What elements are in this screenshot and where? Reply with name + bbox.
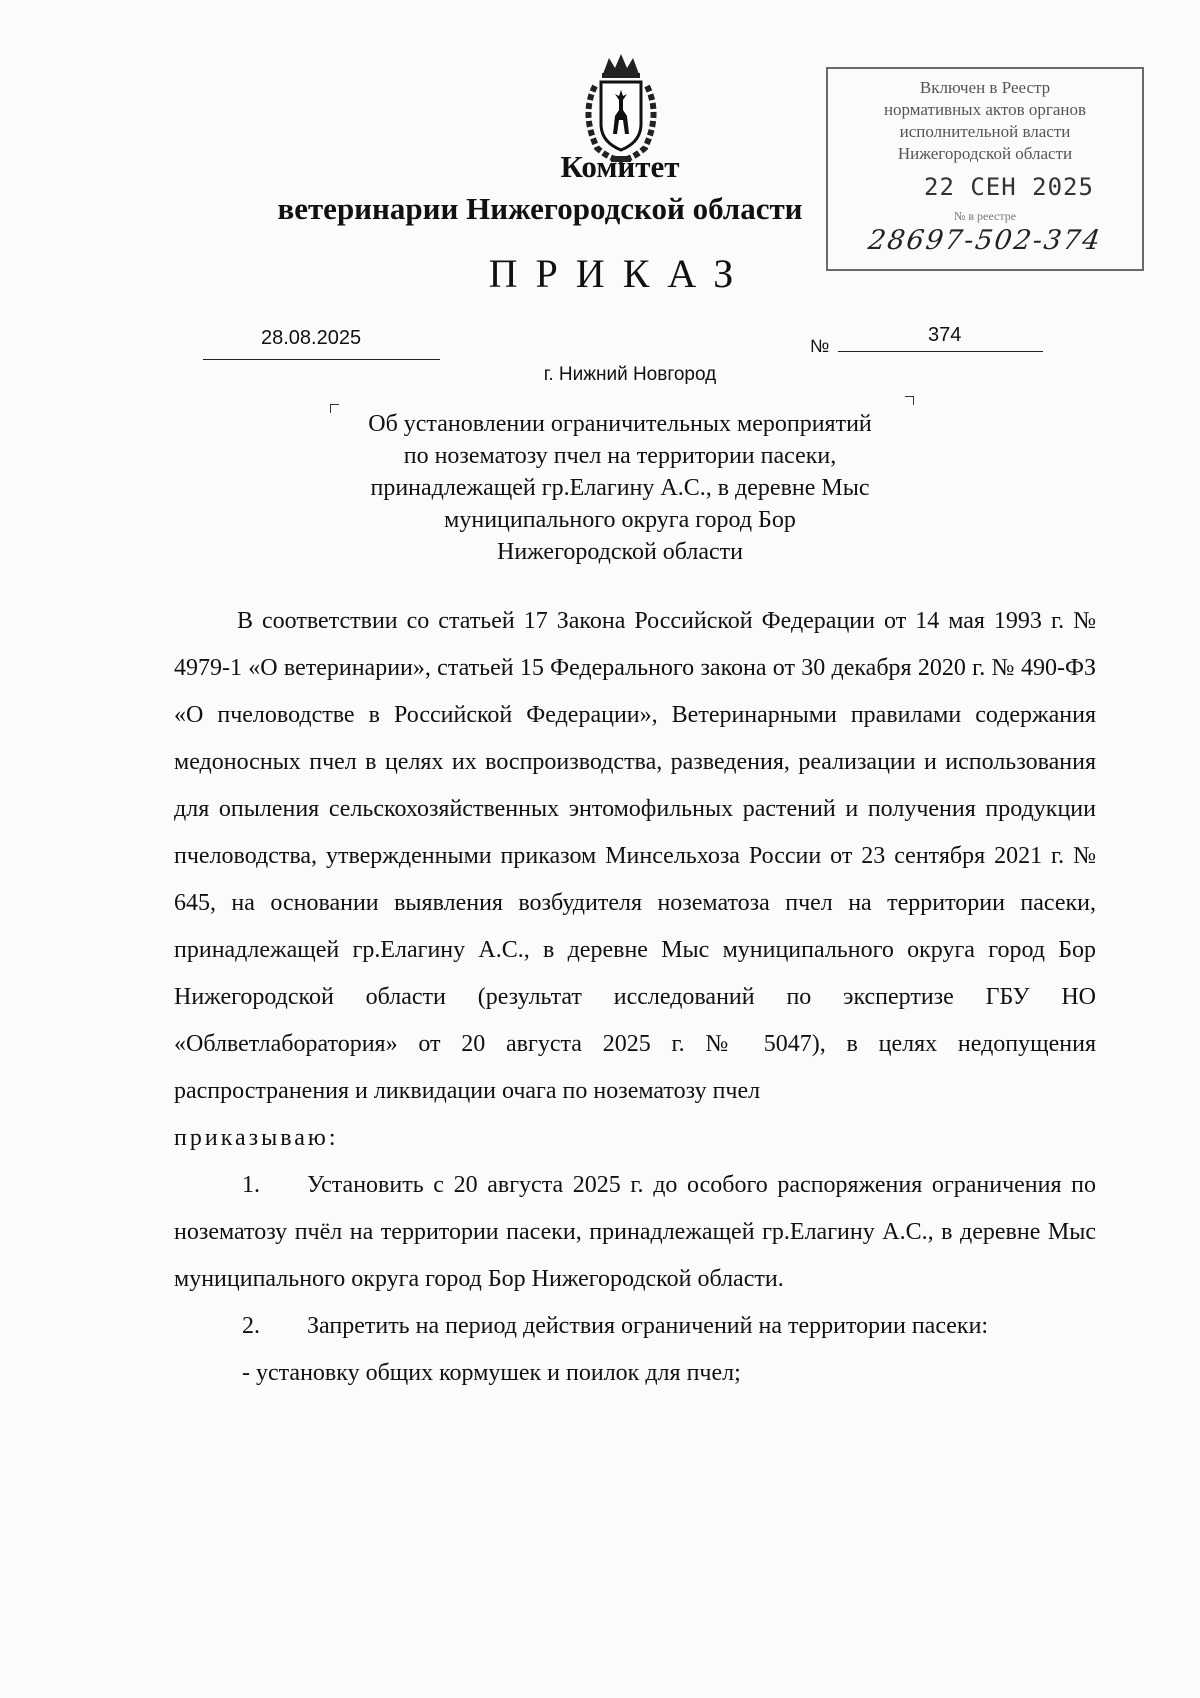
stamp-registry-label: № в реестре xyxy=(953,209,1017,223)
item-text: Установить с 20 августа 2025 г. до особого распоряжения ограничения по нозематозу пчёл на территории пасеки, принадлежащей гр.Елагину А.С., в деревне Мыс муниципального округа город Бор Нижегородской области. xyxy=(174,1172,1096,1292)
number-underline xyxy=(838,351,1043,352)
item-text: Запретить на период действия ограничений на территории пасеки: xyxy=(307,1313,989,1339)
order-item-2-bullet-1: - установку общих кормушек и поилок для пчел; xyxy=(242,1360,741,1386)
subject-line: Нижегородской области xyxy=(496,539,744,565)
item-number: 1. xyxy=(242,1172,260,1198)
subject-line: Об установлении ограничительных мероприятий xyxy=(368,411,872,437)
subject-line: принадлежащей гр.Елагину А.С., в деревне Мыс xyxy=(370,475,870,501)
subject-corner-mark-right xyxy=(905,396,914,405)
stamp-line-2: нормативных актов органов xyxy=(883,100,1087,119)
order-item-2 xyxy=(174,1303,1096,1350)
date-underline xyxy=(203,359,440,360)
org-name-line2: ветеринарии Нижегородской области xyxy=(277,191,803,226)
subject-line: по нозематозу пчел на территории пасеки, xyxy=(403,443,837,469)
stamp-line-1: Включен в Реестр xyxy=(919,78,1051,97)
order-item-1 xyxy=(174,1162,1096,1303)
document-subject xyxy=(330,408,910,568)
registry-stamp xyxy=(826,67,1144,271)
document-number: 374 xyxy=(928,324,962,346)
stamp-date: 22 СЕН 2025 xyxy=(924,173,1094,201)
document-body xyxy=(174,598,1096,1397)
document-date: 28.08.2025 xyxy=(261,327,362,349)
stamp-line-3: исполнительной власти xyxy=(899,122,1071,141)
org-name-line1: Комитет xyxy=(560,149,680,184)
item-number: 2. xyxy=(242,1313,260,1339)
number-sign: № xyxy=(810,336,830,356)
stamp-line-4: Нижегородской области xyxy=(897,144,1073,163)
document-city: г. Нижний Новгород xyxy=(543,364,717,385)
order-word: приказываю: xyxy=(174,1125,339,1151)
subject-line: муниципального округа город Бор xyxy=(444,507,796,533)
stamp-registry-number: 28697-502-374 xyxy=(866,225,1104,256)
document-type-title: ПРИКАЗ xyxy=(488,251,752,296)
preamble-paragraph: В соответствии со статьей 17 Закона Российской Федерации от 14 мая 1993 г. № 4979-1 «О ветеринарии», статьей 15 Федерального закона от 30 декабря 2020 г. № 490-ФЗ «О пчеловодстве в Российской Федерации», Ветеринарными правилами содержания медоносных пчел в целях их воспроизводства, разведения, реализации и использования для опыления сельскохозяйственных энтомофильных растений и получения продукции пчеловодства, утвержденными приказом Минсельхоза России от 23 сентября 2021 г. № 645, на основании выявления возбудителя нозематоза пчел на территории пасеки, принадлежащей гр.Елагину А.С., в деревне Мыс муниципального округа город Бор Нижегородской области (результат исследований по экспертизе ГБУ НО «Облветлаборатория» от 20 августа 2025 г. № 5047), в целях недопущения распространения и ликвидации очага по нозематозу пчел xyxy=(174,608,1096,1104)
